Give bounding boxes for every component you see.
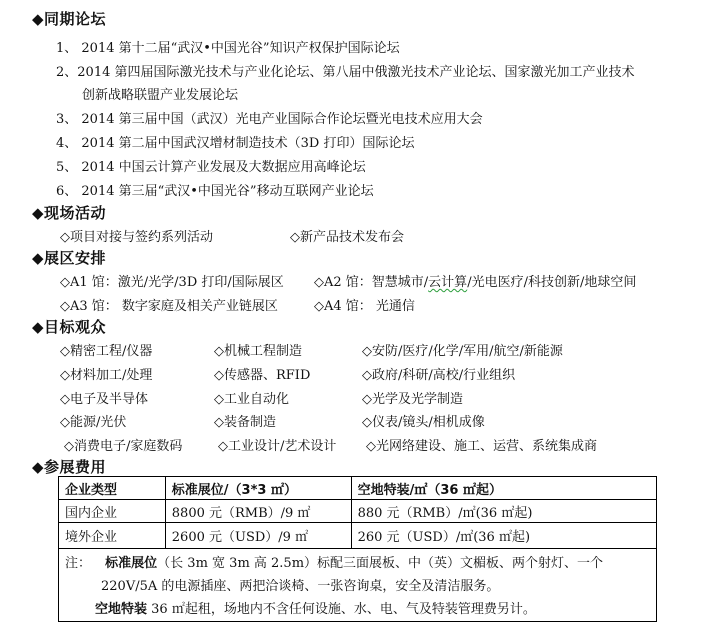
fee-cell: 880 元（RMB）/㎡(36 ㎡起): [351, 500, 656, 523]
audience-item: ◇消费电子/家庭数码: [64, 439, 183, 454]
activity-item: ◇项目对接与签约系列活动: [60, 230, 213, 245]
fee-cell: 国内企业: [59, 500, 166, 523]
hall-a1: ◇A1 馆：激光/光学/3D 打印/国际展区: [60, 275, 284, 290]
halls-heading: ◆展区安排: [32, 249, 107, 267]
forum-item-continuation: 创新战略联盟产业发展论坛: [82, 88, 239, 103]
audience-item: ◇精密工程/仪器: [60, 344, 153, 359]
fee-note-line: [95, 598, 536, 617]
audience-item: ◇光网络建设、施工、运营、系统集成商: [366, 439, 597, 454]
fee-cell: 8800 元（RMB）/9 ㎡: [165, 500, 351, 523]
audience-item: ◇机械工程制造: [214, 344, 302, 359]
audience-item: ◇电子及半导体: [60, 392, 148, 407]
fee-table: [58, 476, 657, 622]
forum-item: 2、2014 第四届国际激光技术与产业化论坛、第八届中俄激光技术产业论坛、国家激光加工产业技术: [56, 65, 635, 80]
activities-heading: ◆现场活动: [32, 204, 107, 222]
audience-item: ◇能源/光伏: [60, 415, 127, 430]
fee-note-space-text: 36 ㎡起租，场地内不含任何设施、水、电、气及特装管理费另计。: [151, 602, 536, 617]
audience-item: ◇仪表/镜头/相机成像: [362, 415, 485, 430]
forum-item: 1、 2014 第十二届“武汉•中国光谷”知识产权保护国际论坛: [56, 41, 400, 56]
fee-cell: 2600 元（USD）/9 ㎡: [165, 523, 351, 549]
audience-item: ◇传感器、RFID: [214, 368, 311, 383]
forum-heading: ◆同期论坛: [32, 10, 107, 28]
fee-col-header: 企业类型: [59, 477, 166, 500]
fee-note-label: 注：: [65, 556, 92, 571]
hall-a2-prefix: ◇A2 馆：智慧城市/: [314, 275, 429, 290]
forum-item: 6、 2014 第三届“武汉•中国光谷”移动互联网产业论坛: [56, 184, 374, 199]
fee-note-line: [65, 552, 603, 571]
fee-col-header: 空地特装/㎡（36 ㎡起）: [351, 477, 656, 500]
hall-a2: [314, 271, 636, 290]
table-row: [59, 523, 657, 549]
table-note-row: [59, 549, 657, 622]
audience-item: ◇装备制造: [214, 415, 276, 430]
fees-heading: ◆参展费用: [32, 458, 107, 476]
hall-a4: ◇A4 馆： 光通信: [314, 299, 415, 314]
hall-a2-suffix: /光电医疗/科技创新/地球空间: [467, 275, 637, 290]
fee-note-std-text2: 220V/5A 的电源插座、两把洽谈椅、一张咨询桌，安全及清洁服务。: [101, 579, 500, 594]
fee-note-std-text: （长 3m 宽 3m 高 2.5m）标配三面展板、中（英）文楣板、两个射灯、一个: [157, 556, 604, 571]
audience-item: ◇政府/科研/高校/行业组织: [362, 368, 516, 383]
fee-note: [59, 549, 657, 622]
forum-item: 5、 2014 中国云计算产业发展及大数据应用高峰论坛: [56, 160, 366, 175]
fee-col-header: 标准展位/（3*3 ㎡）: [165, 477, 351, 500]
audience-item: ◇工业设计/艺术设计: [218, 439, 337, 454]
forum-item: 3、 2014 第三届中国（武汉）光电产业国际合作论坛暨光电技术应用大会: [56, 112, 483, 127]
fee-note-space-label: 空地特装: [95, 602, 148, 617]
activity-item: ◇新产品技术发布会: [290, 230, 404, 245]
audience-item: ◇光学及光学制造: [362, 392, 463, 407]
table-header-row: [59, 477, 657, 500]
audience-item: ◇工业自动化: [214, 392, 289, 407]
fee-note-std-label: 标准展位: [105, 556, 158, 571]
forum-item: 4、 2014 第二届中国武汉增材制造技术（3D 打印）国际论坛: [56, 136, 415, 151]
fee-cell: 境外企业: [59, 523, 166, 549]
audience-item: ◇安防/医疗/化学/军用/航空/新能源: [362, 344, 563, 359]
hall-a3: ◇A3 馆： 数字家庭及相关产业链展区: [60, 299, 278, 314]
hall-a2-cloud: 云计算: [428, 275, 468, 290]
table-row: [59, 500, 657, 523]
audience-item: ◇材料加工/处理: [60, 368, 153, 383]
audience-heading: ◆目标观众: [32, 318, 107, 336]
fee-cell: 260 元（USD）/㎡(36 ㎡起): [351, 523, 656, 549]
